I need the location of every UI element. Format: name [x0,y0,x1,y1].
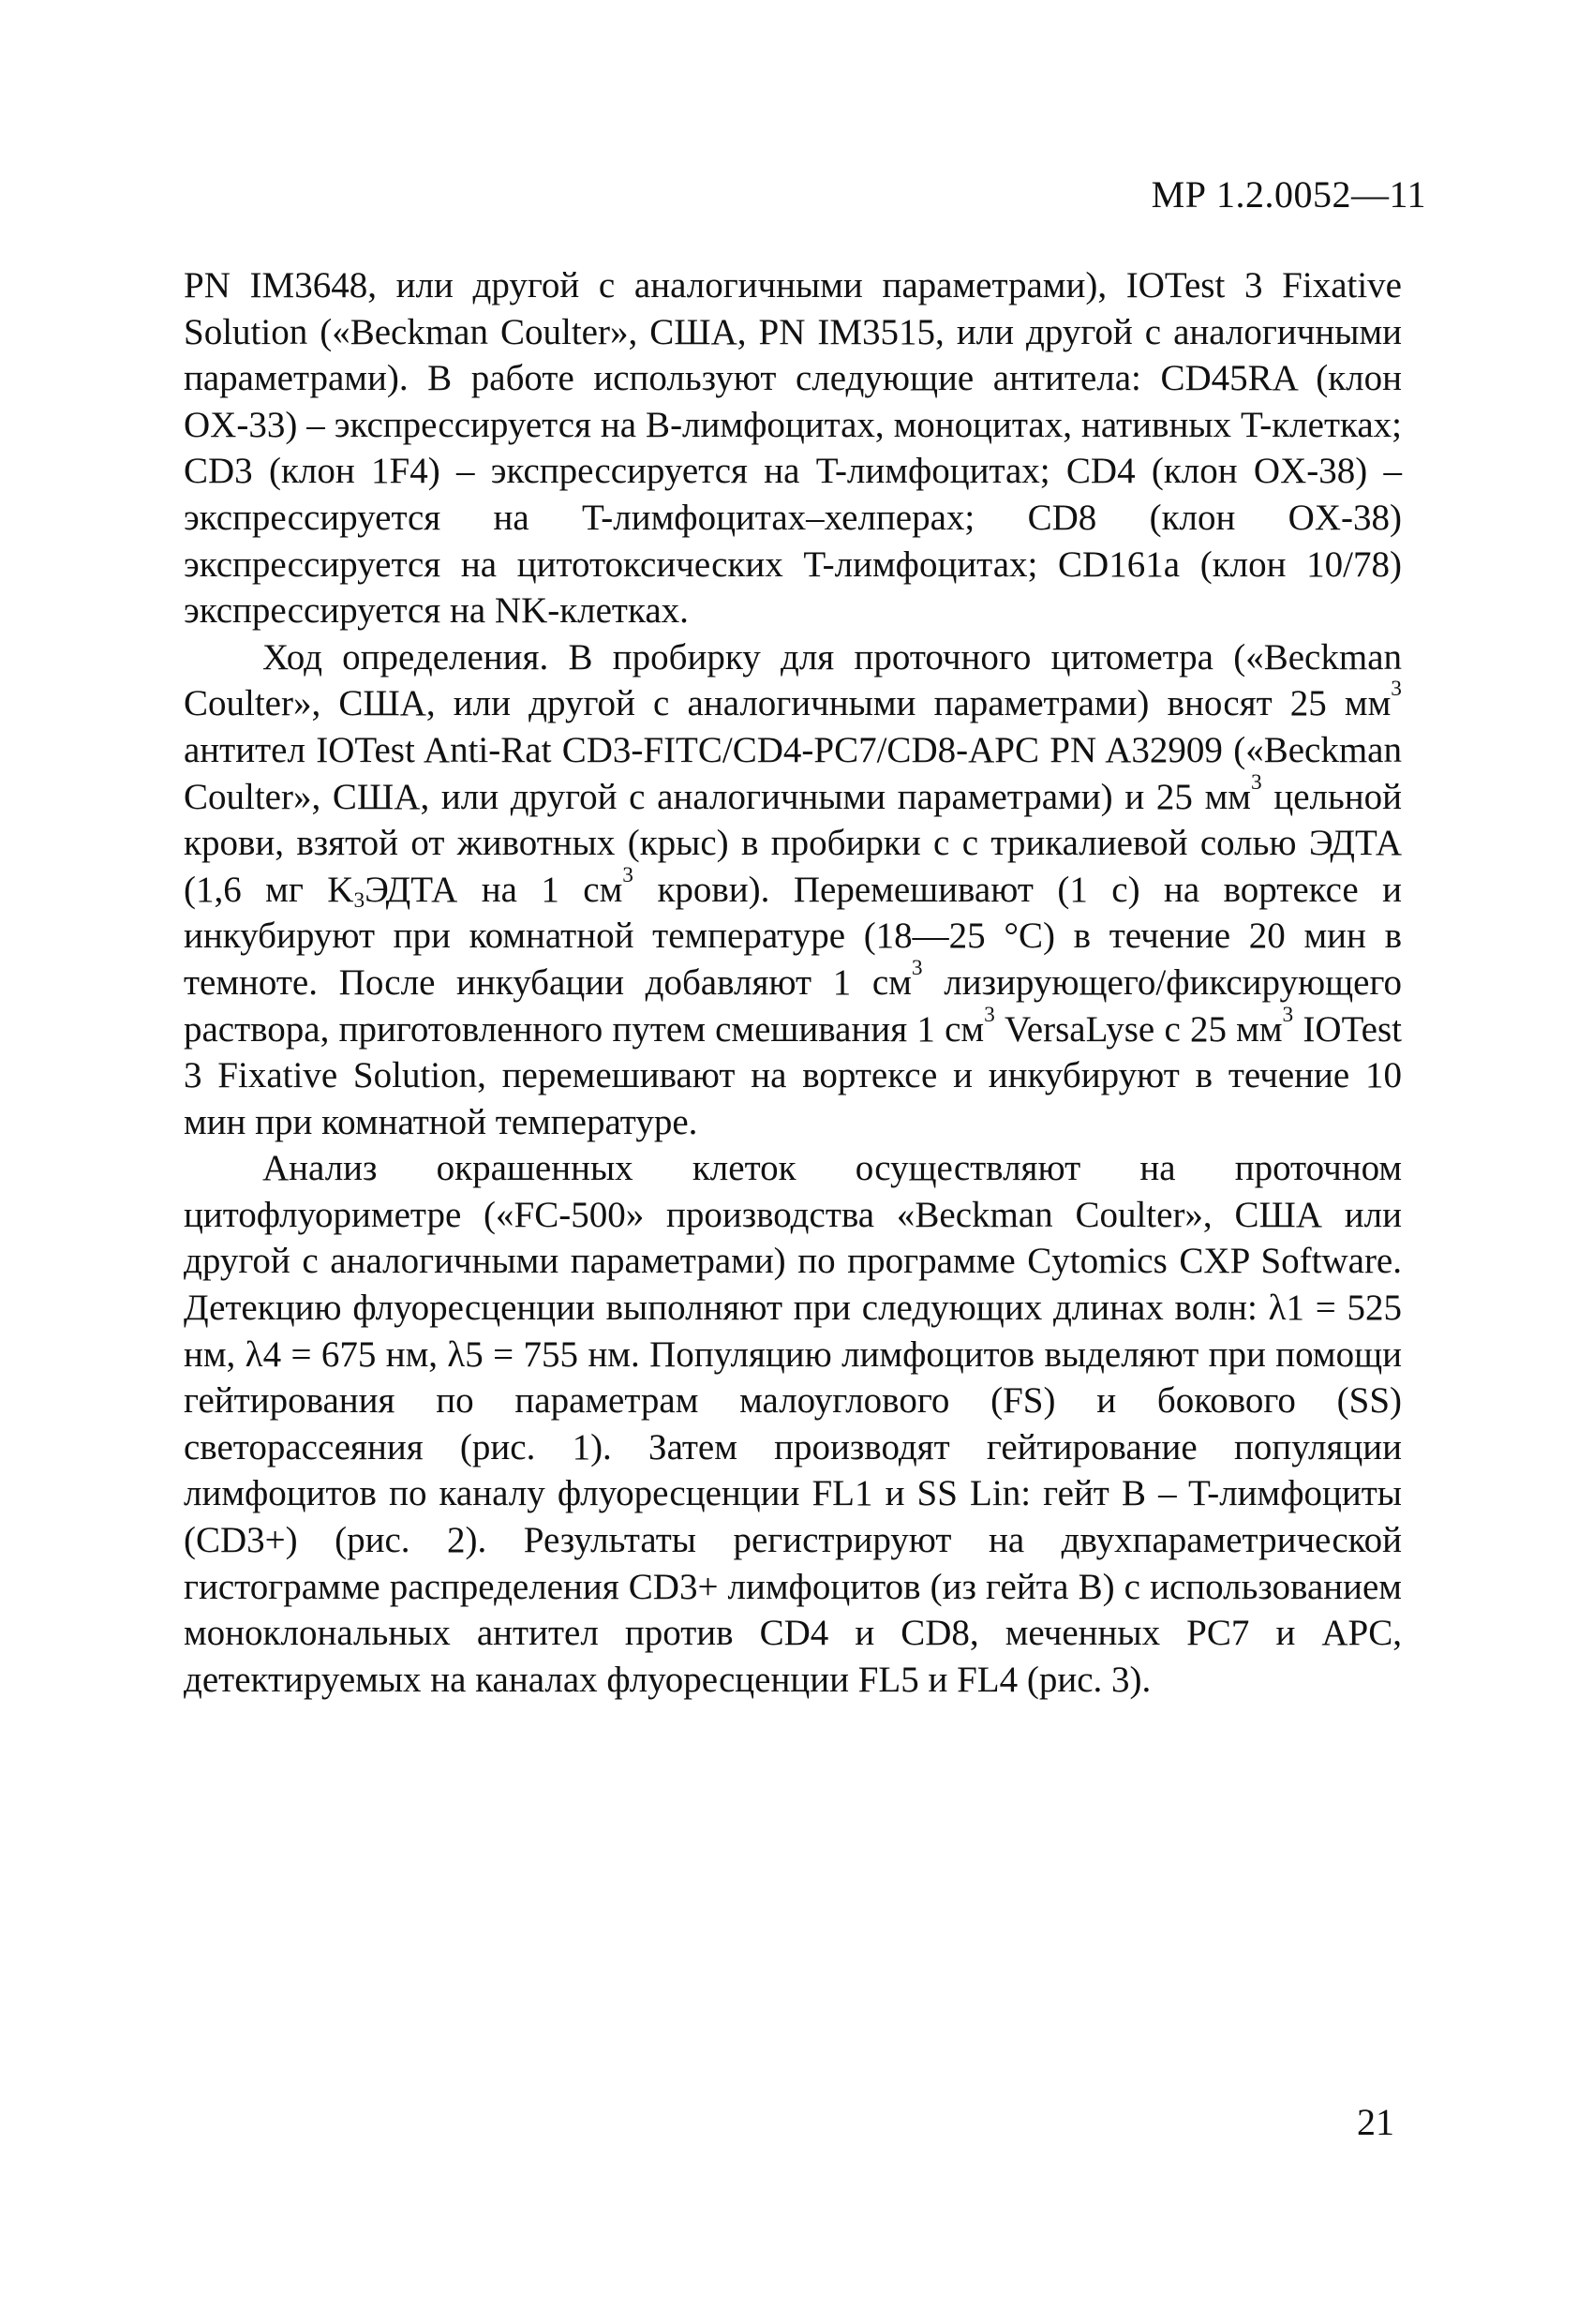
paragraph-text: цельной крови, взятой от животных (крыс) в пробирки с с трикалиевой солью ЭДТА (1,6 мг K [184,776,1403,910]
superscript-cube: 3 [984,1002,995,1027]
superscript-cube: 3 [1250,769,1262,795]
paragraph-reagents-antibodies [184,262,1402,634]
paragraph-text: Анализ окрашенных клеток осуществляют на проточном цитофлуориметре («FC-500» производства «Beckman Coulter», США или другой с аналогичными параметрами) по программе Cytomics CXP Software. Детекцию флуоресценции выполняют при следующих длинах волн: λ1 = 525 нм, λ4 = 675 нм, λ5 = 755 нм. Популяцию лимфоцитов выделяют при помощи гейтирования по параметрам малоуглового (FS) и бокового (SS) светорассеяния (рис. 1). Затем производят гейтирование популяции лимфоцитов по каналу флуоресценции FL1 и SS Lin: гейт B – T-лимфоциты (CD3+) (рис. 2). Результаты регистрируют на двухпараметрической гистограмме распределения CD3+ лимфоцитов (из гейта B) с использованием моноклональных антител против CD4 и CD8, меченных PC7 и APC, детектируемых на каналах флуоресценции FL5 и FL4 (рис. 3). [184,1148,1402,1700]
paragraph-procedure [184,634,1402,1146]
paragraph-text: крови). Перемешивают (1 с) на вортексе и инкубируют при комнатной температуре (18—25 °С) в течение 20 мин в темноте. После инкубации добавляют 1 см [184,869,1403,1003]
superscript-cube: 3 [911,955,923,980]
page-body [184,262,1402,1703]
page-number: 21 [1357,2101,1394,2143]
superscript-cube: 3 [1282,1002,1294,1027]
document-code-header: МР 1.2.0052—11 [1151,173,1426,216]
paragraph-analysis [184,1145,1402,1703]
paragraph-text: ЭДТА на 1 см [365,869,623,910]
paragraph-text: лизирующего/фиксирующего раствора, приготовленного путем смешивания 1 см [184,961,1402,1050]
paragraph-text: PN IM3648, или другой с аналогичными параметрами), IOTest 3 Fixative Solution («Beckman Coulter», США, PN IM3515, или другой с аналогичными параметрами). В работе используют следующие антитела: CD45RA (клон OX-33) – экспрессируется на B-лимфоцитах, моноцитах, нативных T-клетках; CD3 (клон 1F4) – экспрессируется на T-лимфоцитах; CD4 (клон OX-38) – экспрессируется на T-лимфоцитах–хелперах; CD8 (клон OX-38) экспрессируется на цитотоксических T-лимфоцитах; CD161a (клон 10/78) экспрессируется на NK-клетках. [184,265,1402,632]
superscript-cube: 3 [1391,677,1402,702]
paragraph-text: VersaLyse с 25 мм [994,1008,1283,1050]
paragraph-text: Ход определения. В пробирку для проточного цитометра («Beckman Coulter», США, или другой с аналогичными параметрами) вносят 25 мм [184,636,1402,724]
paragraph-text: антител IOTest Anti-Rat CD3-FITC/CD4-PC7/CD8-APC PN A32909 («Beckman Coulter», США, или другой с аналогичными параметрами) и 25 мм [184,729,1402,817]
paragraph-text: IOTest 3 Fixative Solution, перемешивают на вортексе и инкубируют в течение 10 мин при комнатной температуре. [184,1008,1402,1142]
subscript-three: 3 [353,887,365,913]
superscript-cube: 3 [622,862,633,887]
